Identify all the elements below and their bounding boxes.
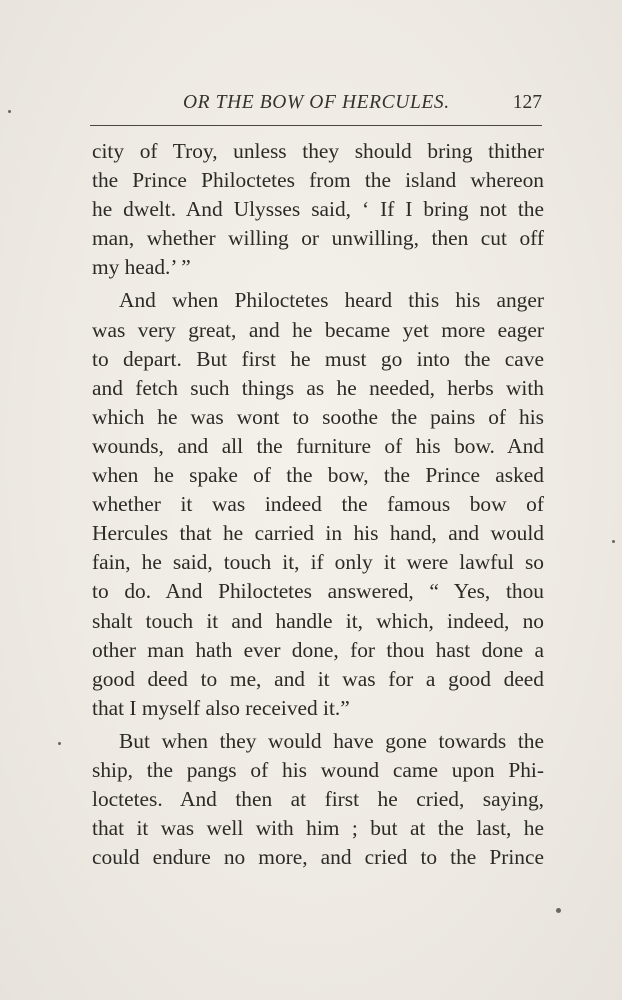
- text-line: fain, he said, touch it, if only it were lawful so: [92, 550, 544, 575]
- text-line: whether it was indeed the famous bow of: [92, 492, 544, 517]
- text-line: he dwelt. And Ulysses said, ‘ If I bring not the: [92, 197, 544, 222]
- body-text: [92, 137, 544, 872]
- text-line: man, whether willing or unwilling, then cut off: [92, 226, 544, 251]
- paragraph-3: [92, 727, 544, 872]
- paragraph-1: [92, 137, 544, 282]
- paper-speck: [8, 110, 11, 113]
- text-line: that it was well with him ; but at the last, he: [92, 816, 544, 841]
- paper-speck: [612, 540, 615, 543]
- text-line: other man hath ever done, for thou hast done a: [92, 637, 544, 662]
- text-line: shalt touch it and handle it, which, indeed, no: [92, 608, 544, 633]
- text-line: ship, the pangs of his wound came upon Phi-: [92, 757, 544, 782]
- text-line: could endure no more, and cried to the Prince: [92, 845, 544, 870]
- paragraph-2: [92, 286, 544, 722]
- text-line: was very great, and he became yet more eager: [92, 317, 544, 342]
- text-line: city of Troy, unless they should bring thither: [92, 139, 544, 163]
- text-line: which he was wont to soothe the pains of his: [92, 404, 544, 429]
- text-line: to depart. But first he must go into the cave: [92, 346, 544, 371]
- text-line: to do. And Philoctetes answered, “ Yes, thou: [92, 579, 544, 604]
- text-line: Hercules that he carried in his hand, and would: [92, 521, 544, 546]
- header-rule: [90, 125, 542, 126]
- paper-speck: [58, 742, 61, 745]
- page-header: [90, 92, 542, 122]
- text-line: But when they would have gone towards the: [119, 728, 544, 753]
- text-line: that I myself also received it.”: [92, 695, 350, 720]
- page-number: 127: [512, 92, 542, 113]
- paper-speck: [556, 908, 561, 913]
- text-line: good deed to me, and it was for a good deed: [92, 666, 544, 691]
- text-line: And when Philoctetes heard this his anger: [119, 288, 544, 313]
- text-line: wounds, and all the furniture of his bow. And: [92, 433, 544, 458]
- text-line: and fetch such things as he needed, herbs with: [92, 375, 544, 400]
- running-title: OR THE BOW OF HERCULES.: [183, 92, 450, 113]
- text-line: loctetes. And then at first he cried, saying,: [92, 787, 544, 812]
- text-line: the Prince Philoctetes from the island whereon: [92, 168, 544, 193]
- text-line: when he spake of the bow, the Prince asked: [92, 463, 544, 488]
- text-line: my head.’ ”: [92, 255, 191, 280]
